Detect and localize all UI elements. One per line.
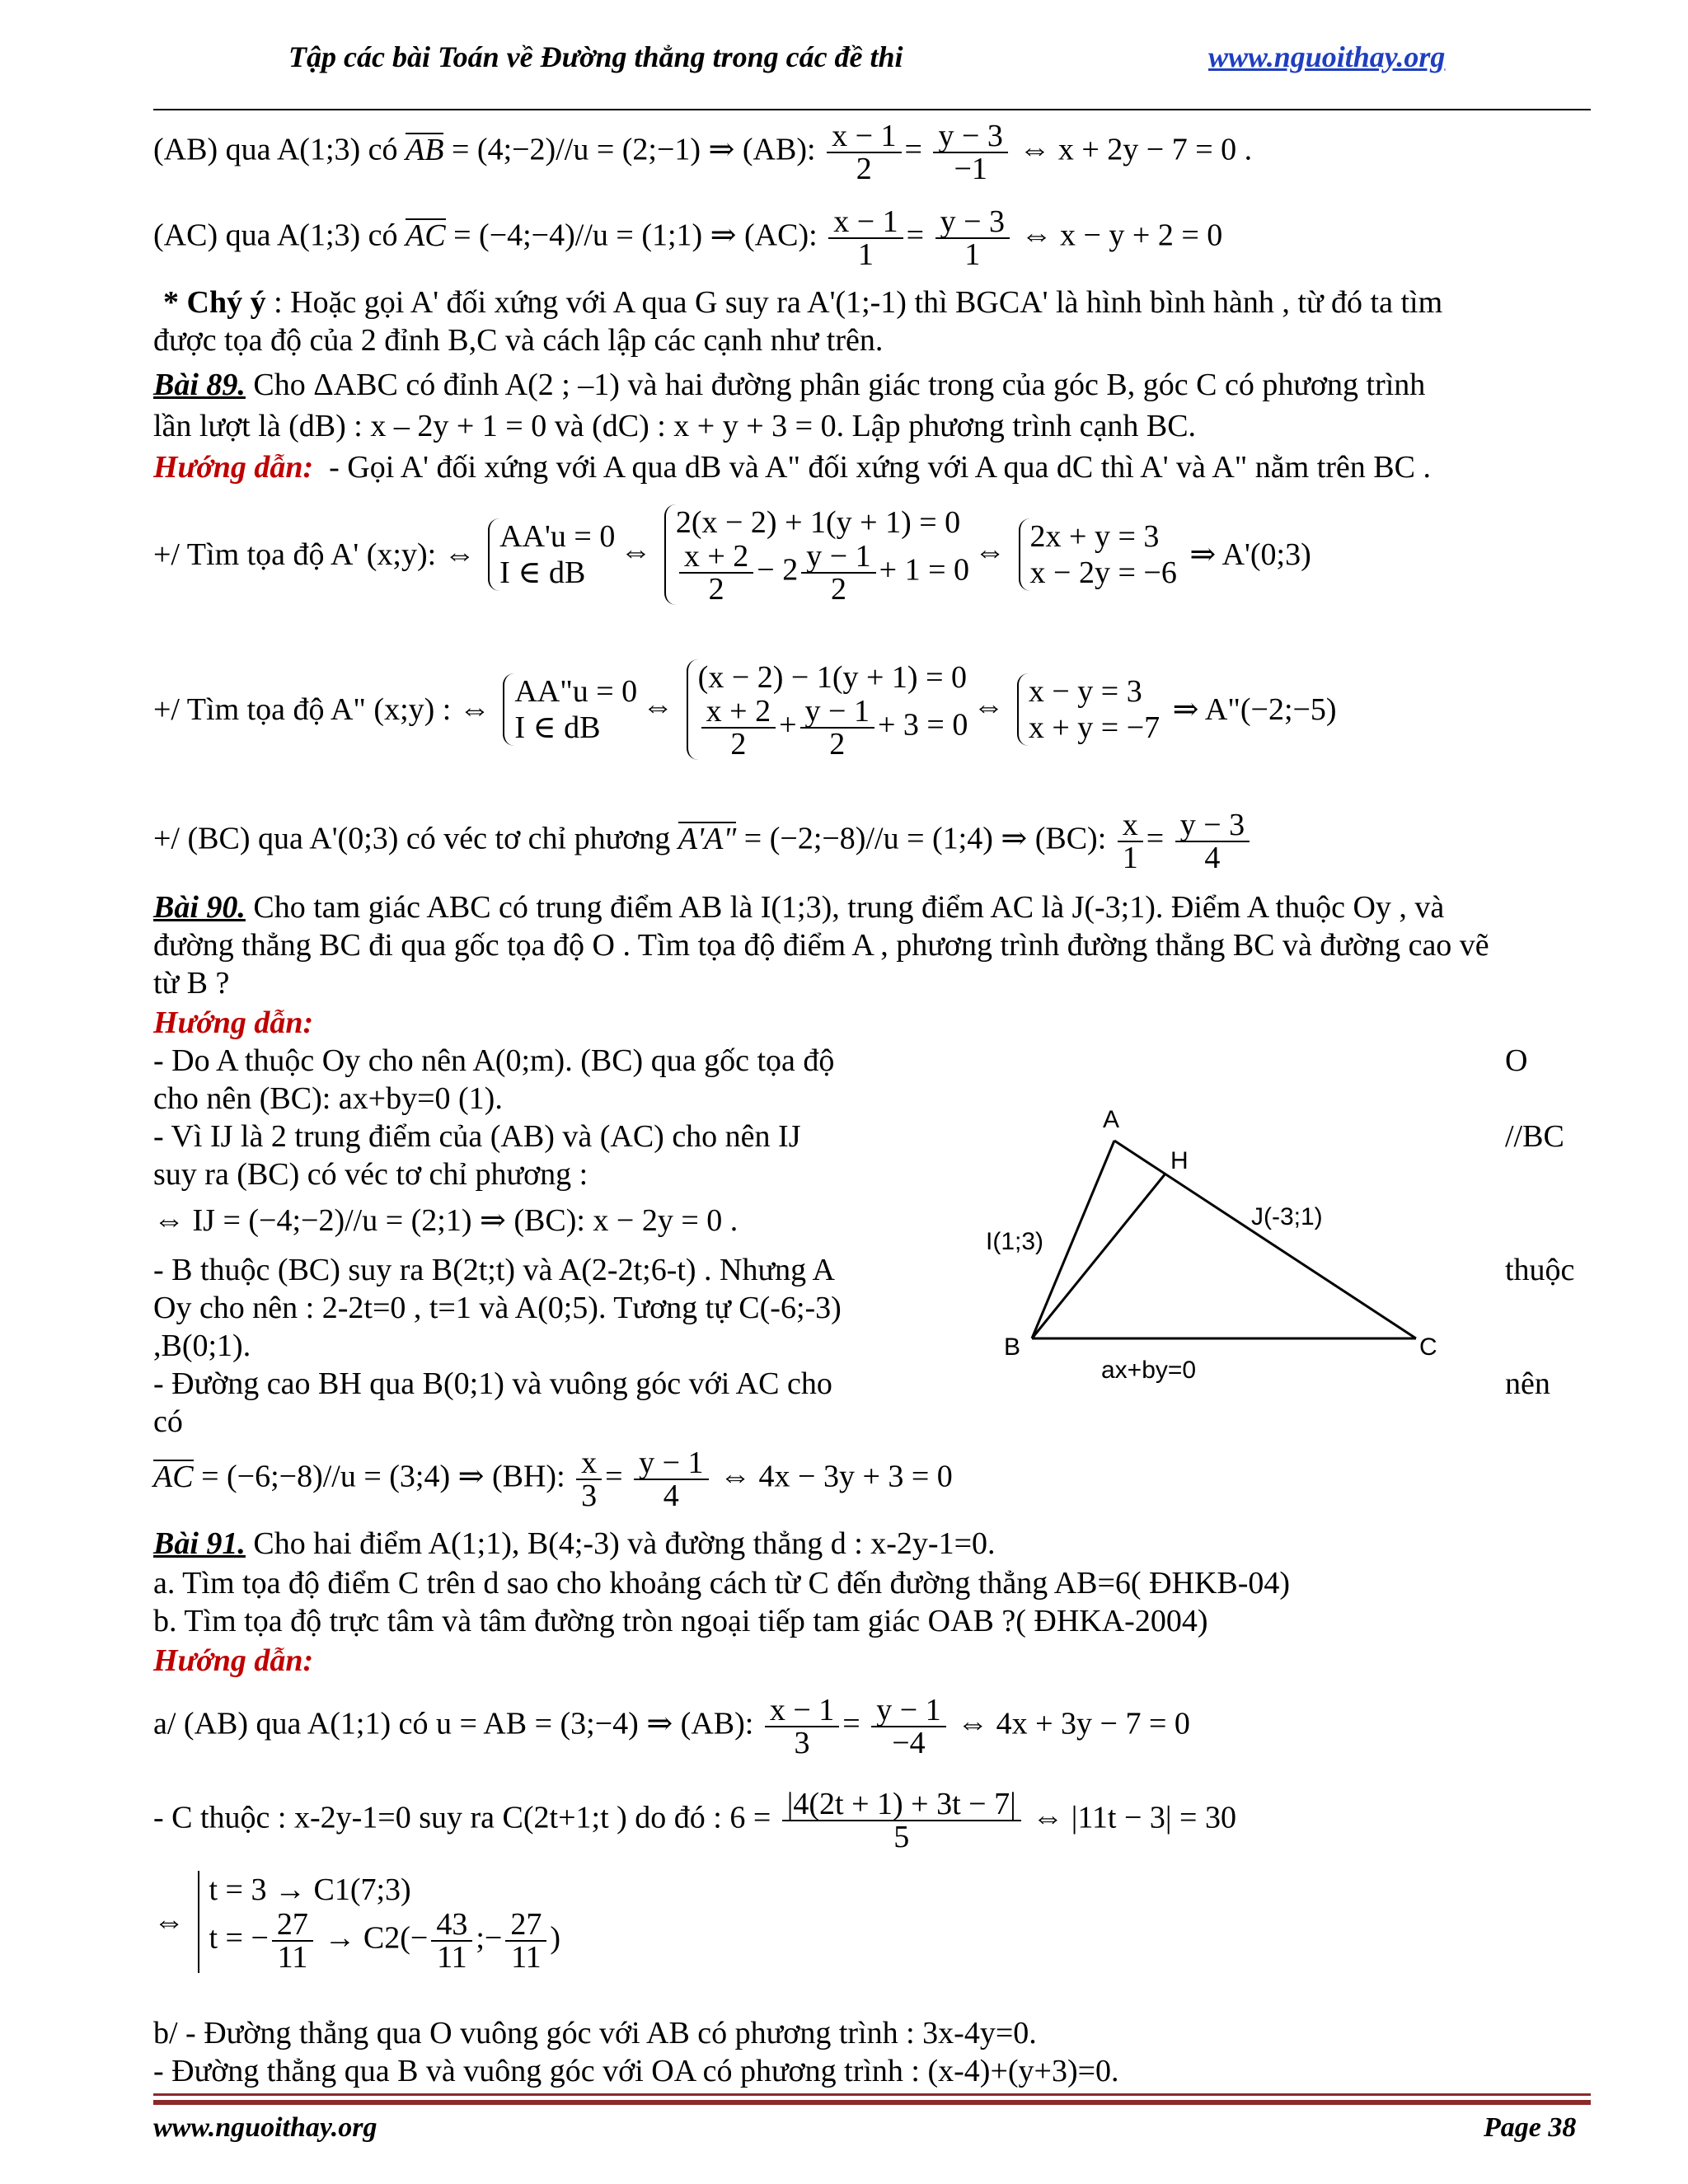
b90-line-4: suy ra (BC) có véc tơ chỉ phương :: [153, 1157, 588, 1192]
b89-step-1: +/ Tìm tọa độ A' (x;y): ⇔ AA'u = 0 I ∈ dB ⇔ 2(x − 2) + 1(y + 1) = 0 $\frac{x + 2}{2}$ − 2 $\frac{y - 1}{2}$ + 1 = 0 ⇔ 2x + y = 3 x − 2y = −6 ⇒ A'(0;3): [153, 505, 1311, 607]
side-ab: [1032, 1141, 1114, 1338]
label-i: I(1;3): [986, 1228, 1044, 1255]
b90-statement-1: Bài 90. Cho tam giác ABC có trung điểm AB là I(1;3), trung điểm AC là J(-3;1). Điểm A thuộc Oy , và: [153, 890, 1445, 925]
b90-statement-3: từ B ?: [153, 966, 230, 1001]
b91-statement-1: Bài 91. Cho hai điểm A(1;1), B(4;-3) và đường thẳng d : x-2y-1=0.: [153, 1526, 996, 1561]
b90-line-11: AC = (−6;−8)//u = (3;4) ⇒ (BH): $\frac{x}{3}$ = $\frac{y - 1}{4}$ ⇔ 4x − 3y + 3 = 0: [153, 1446, 953, 1513]
b91-part-a: a. Tìm tọa độ điểm C trên d sao cho khoảng cách từ C đến đường thẳng AB=6( ĐHKB-04): [153, 1566, 1291, 1601]
header-link[interactable]: www.nguoithay.org: [1208, 40, 1446, 73]
label-b: B: [1004, 1333, 1021, 1361]
b91-line-4: b/ - Đường thẳng qua O vuông góc với AB có phương trình : 3x-4y=0.: [153, 2016, 1037, 2050]
b90-line-8: ,B(0;1).: [153, 1329, 251, 1363]
side-ac: [1114, 1141, 1416, 1338]
b91-line-1: a/ (AB) qua A(1;1) có u = AB = (3;−4) ⇒ (AB): $\frac{x - 1}{3}$ = $\frac{y - 1}{-4}$ ⇔ 4x + 3y − 7 = 0: [153, 1693, 1190, 1760]
altitude-bh: [1032, 1174, 1165, 1338]
b91-line-3: ⇔ t = 3 → C1(7;3) t = − $\frac{27}{11}$ → C2(− $\frac{43}{11}$ ;− $\frac{27}{11}$ ): [153, 1872, 561, 1975]
footer-link[interactable]: www.nguoithay.org: [153, 2112, 377, 2143]
label-bc-equation: ax+by=0: [1101, 1357, 1197, 1384]
b90-line-10: có: [153, 1404, 183, 1439]
b90-statement-2: đường thẳng BC đi qua gốc tọa độ O . Tìm tọa độ điểm A , phương trình đường thẳng BC và đường cao vẽ: [153, 928, 1489, 963]
b89-hint: Hướng dẫn: - Gọi A' đối xứng với A qua dB và A" đối xứng với A qua dC thì A' và A" nằm trên BC .: [153, 450, 1431, 485]
label-c: C: [1419, 1333, 1437, 1361]
note-line-1: * Chý ý : Hoặc gọi A' đối xứng với A qua G suy ra A'(1;-1) thì BGCA' là hình bình hành , từ đó ta tìm: [163, 285, 1443, 320]
footer-divider-thick: [153, 2100, 1591, 2105]
b90-line-9: - Đường cao BH qua B(0;1) và vuông góc với AC cho: [153, 1366, 832, 1401]
b90-line-3: - Vì IJ là 2 trung điểm của (AB) và (AC) cho nên IJ: [153, 1119, 801, 1154]
b91-line-5: - Đường thẳng qua B và vuông góc với OA có phương trình : (x-4)+(y+3)=0.: [153, 2054, 1119, 2088]
b90-line-6-right: thuộc: [1505, 1253, 1575, 1287]
header-title: Tập các bài Toán về Đường thẳng trong các đề thi: [288, 40, 903, 73]
b90-line-7: Oy cho nên : 2-2t=0 , t=1 và A(0;5). Tương tự C(-6;-3): [153, 1291, 842, 1325]
b90-line-2: cho nên (BC): ax+by=0 (1).: [153, 1081, 503, 1116]
b90-line-1-right: O: [1505, 1043, 1528, 1078]
b89-step-2: +/ Tìm tọa độ A" (x;y) : ⇔ AA"u = 0 I ∈ dB ⇔ (x − 2) − 1(y + 1) = 0 $\frac{x + 2}{2}$ + $\frac{y - 1}{2}$ + 3 = 0 ⇔ x − y = 3 x + y = −7 ⇒ A"(−2;−5): [153, 660, 1337, 762]
b89-step-3: +/ (BC) qua A'(0;3) có véc tơ chỉ phương A'A" = (−2;−8)//u = (1;4) ⇒ (BC): $\frac{x}{1}$ = $\frac{y - 3}{4}$: [153, 809, 1253, 874]
note-line-2: được tọa độ của 2 đỉnh B,C và cách lập các cạnh như trên.: [153, 323, 884, 358]
b90-hint-title: Hướng dẫn:: [153, 1005, 314, 1040]
footer-divider-thin: [153, 2093, 1591, 2096]
b90-line-9-right: nên: [1505, 1366, 1550, 1401]
label-j: J(-3;1): [1251, 1203, 1323, 1230]
b90-line-3-right: //BC: [1505, 1119, 1564, 1154]
b91-part-b: b. Tìm tọa độ trực tâm và tâm đường tròn ngoại tiếp tam giác OAB ?( ĐHKA-2004): [153, 1604, 1208, 1638]
label-a: A: [1103, 1106, 1120, 1133]
page-number: Page 38: [1484, 2112, 1577, 2143]
b90-line-1: - Do A thuộc Oy cho nên A(0;m). (BC) qua gốc tọa độ: [153, 1043, 835, 1078]
b90-line-6: - B thuộc (BC) suy ra B(2t;t) và A(2-2t;6-t) . Nhưng A: [153, 1253, 835, 1287]
header-divider: [153, 109, 1591, 110]
ab-equation: (AB) qua A(1;3) có AB = (4;−2)//u = (2;−1) ⇒ (AB): $\frac{x - 1}{2}$ = $\frac{y - 3}{-1}$ ⇔ x + 2y − 7 = 0 .: [153, 119, 1253, 186]
label-h: H: [1170, 1147, 1189, 1174]
b91-hint-title: Hướng dẫn:: [153, 1643, 314, 1678]
triangle-figure: [973, 1088, 1467, 1401]
ac-equation: (AC) qua A(1;3) có AC = (−4;−4)//u = (1;1) ⇒ (AC): $\frac{x - 1}{1}$ = $\frac{y - 3}{1}$ ⇔ x − y + 2 = 0: [153, 204, 1223, 272]
b90-line-5: ⇔ IJ = (−4;−2)//u = (2;1) ⇒ (BC): x − 2y = 0 .: [153, 1203, 738, 1238]
b89-statement-1: Bài 89. Cho ΔABC có đỉnh A(2 ; –1) và hai đường phân giác trong của góc B, góc C có phương trình: [153, 368, 1426, 402]
b89-statement-2: lần lượt là (dB) : x – 2y + 1 = 0 và (dC) : x + y + 3 = 0. Lập phương trình cạnh BC.: [153, 409, 1197, 443]
b91-line-2: - C thuộc : x-2y-1=0 suy ra C(2t+1;t ) do đó : 6 = $\frac{|4(2t + 1) + 3t - 7|}{5}$ ⇔ |11t − 3| = 30: [153, 1787, 1236, 1854]
